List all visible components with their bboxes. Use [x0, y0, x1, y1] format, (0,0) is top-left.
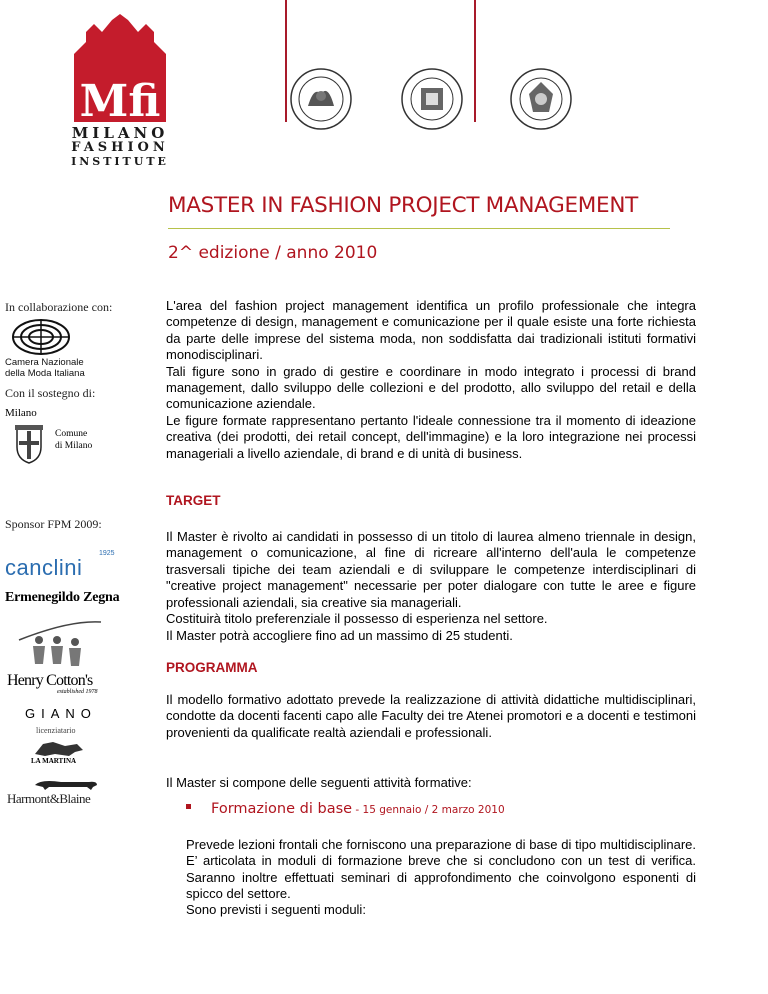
cnmi-name-line2: della Moda Italiana [5, 368, 85, 379]
harmont-blaine-wordmark: Harmont&Blaine [7, 791, 91, 806]
target-paragraph [166, 529, 696, 627]
comune-line2: di Milano [55, 441, 93, 451]
logo-word-fashion: FASHION [71, 140, 169, 155]
header-divider-right [474, 0, 476, 122]
page-subtitle: 2^ edizione / anno 2010 [168, 243, 378, 263]
canclini-year: 1925 [99, 550, 115, 557]
intro-text-2: Tali figure sono in grado di gestire e coordinare in modo integrato i processi di brand management, dallo sviluppo delle collezioni e del prodotto, allo sviluppo del retail e della comunicazione aziendale. [166, 363, 696, 412]
header-divider-left [285, 0, 287, 122]
politecnico-seal-icon [288, 66, 354, 132]
comune-line1: Comune [55, 429, 88, 439]
henry-cottons-logo [5, 620, 115, 710]
cattolica-seal-icon [508, 66, 574, 132]
title-rule [168, 228, 670, 229]
milano-label: Milano [5, 407, 37, 419]
mfi-castle-icon [68, 14, 172, 122]
page-title: MASTER IN FASHION PROJECT MANAGEMENT [168, 193, 638, 218]
sponsor-label: Sponsor FPM 2009: [5, 517, 102, 531]
bullet-dates: - 15 gennaio / 2 marzo 2010 [352, 804, 505, 816]
henry-cottons-established: established 1978 [57, 689, 98, 695]
cnmi-logo [5, 318, 130, 386]
max-students-paragraph: Il Master potrà accogliere fino ad un massimo di 25 studenti. [166, 628, 513, 643]
henry-cottons-wordmark: Henry Cotton's [7, 672, 93, 689]
sostegno-label: Con il sostegno di: [5, 386, 96, 400]
target-text-2: Costituirà titolo preferenziale il possesso di esperienza nel settore. [166, 611, 548, 627]
canclini-logo [5, 550, 115, 581]
milano-coat-of-arms-icon [11, 425, 47, 465]
zegna-logo: Ermenegildo Zegna [5, 590, 120, 605]
canclini-wordmark: canclini [5, 555, 83, 580]
harmont-dachshund-icon [31, 777, 101, 791]
bullet-formazione-base [186, 800, 505, 818]
la-martina-wordmark: LA MARTINA [31, 757, 77, 765]
programma-paragraph: Il modello formativo adottato prevede la realizzazione di attività didattiche multidisciplinari, condotte da docenti facenti capo alle Faculty dei tre Atenei promotori e a docenti e testimoni provenienti da qualificate realtà aziendali e professionali. [166, 692, 696, 740]
intro-paragraph-2 [166, 413, 696, 462]
intro-text-1: L'area del fashion project management identifica un profilo professionale che integra competenze di design, management e comunicazione per il quale esiste una forte richiesta da parte delle imprese del sistema moda, non soddisfatta dai tradizionali istituti formativi monodisciplinari. [166, 298, 696, 363]
bocconi-seal-icon [399, 66, 465, 132]
cnmi-emblem-icon [11, 318, 71, 356]
moduli-paragraph: Sono previsti i seguenti moduli: [186, 902, 366, 917]
bullet-title: Formazione di base [211, 801, 353, 817]
compone-paragraph: Il Master si compone delle seguenti attività formative: [166, 775, 472, 790]
henry-cottons-figures-icon [9, 620, 109, 672]
bullet-square-icon [186, 804, 191, 809]
programma-heading: PROGRAMMA [166, 660, 258, 675]
svg-text:Mfi: Mfi [79, 76, 161, 122]
prevede-paragraph: Prevede lezioni frontali che forniscono una preparazione di base di tipo multidisciplinare. E’ articolata in moduli di formazione breve che si concludono con un test di verifica. Saranno inoltre effettuati seminari di approfondimento che coinvolgono esponenti di spicco del settore. [186, 837, 696, 902]
la-martina-logo [25, 738, 91, 768]
harmont-blaine-logo [7, 791, 90, 807]
la-martina-horse-icon [25, 738, 91, 758]
comune-milano-logo [5, 407, 130, 469]
intro-paragraph [166, 298, 696, 413]
target-text-1: Il Master è rivolto ai candidati in possesso di un titolo di laurea almeno triennale in design, management o comunicazione, al fine di ricreare all'interno dell'aula le competenze trasversali tipiche dei team aziendali e di sviluppare le competenze interdisciplinari di "creative project management" necessarie per poter dialogare con tutte le aree e figure professionali aziendali, sia creative sia manageriali. [166, 529, 696, 610]
mfi-logo [68, 14, 172, 166]
licenziatario-label: licenziatario [36, 726, 76, 735]
logo-word-milano: MILANO [71, 124, 169, 142]
giano-logo: GIANO [25, 706, 97, 721]
cnmi-name-line1: Camera Nazionale [5, 357, 84, 368]
intro-text-3: Le figure formate rappresentano pertanto l'ideale connessione tra il momento di ideazione creativa (dei prodotti, dei retail concept, dell'immagine) e la loro integrazione nei processi manageriali a livello aziendale, di brand e di unità di business. [166, 413, 696, 461]
logo-word-institute: INSTITUTE [71, 155, 169, 168]
collab-label: In collaborazione con: [5, 300, 113, 314]
target-heading: TARGET [166, 493, 221, 508]
